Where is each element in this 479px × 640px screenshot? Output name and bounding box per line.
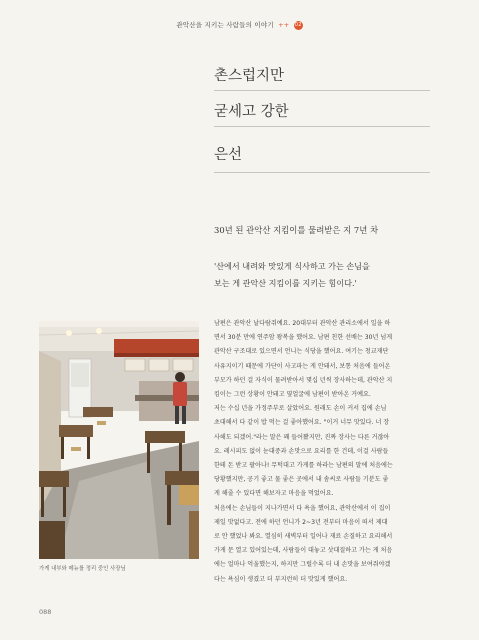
body-line: 초대해서 다 같이 밥 먹는 걸 좋아했어요. "이거 너무 맛있다. 너 장 — [214, 419, 390, 427]
body-line: 사유지이기 때문에 가단이 사고파는 게 안돼서, 보통 처음에 들어온 — [214, 362, 391, 370]
body-text — [214, 317, 438, 587]
body-line: 남편은 관악산 날다람쥐예요. 20대부터 관악산 관리소에서 일을 하 — [214, 320, 391, 327]
body-line: 저는 수십 년을 가정주부로 살았어요. 원래도 손이 커서 집에 손님 — [214, 405, 387, 413]
body-line: 면서 30분 만에 연주암 왕복을 했어요. 남편 친한 선배는 30년 넘게 — [214, 334, 393, 342]
page-number: 088 — [39, 608, 52, 616]
body-line: 에는 얼마나 억울했는지, 하지만 그럴수록 더 내 손맛을 보여줘야겠 — [214, 561, 391, 569]
body-line: 로 안 했었나 봐요. 열심히 새벽부터 일어나 재료 손질하고 요리해서 — [214, 533, 393, 541]
quote-line: '산에서 내려와 맛있게 식사하고 가는 손님을 — [214, 261, 370, 271]
body-line: 처음에는 손님들이 지나가면서 다 욕을 했어요, 관악산에서 이 집이 — [214, 504, 391, 512]
subtitle: 30년 된 관악산 지킴이를 물려받은 지 7년 차 — [214, 225, 379, 235]
title-line-2: 굳세고 강한 — [214, 100, 430, 127]
body-line: 부모가 하던 걸 자식이 물려받아서 몇십 년씩 장사하는데, 관악산 지 — [214, 376, 393, 384]
photo-caption: 가게 내부와 메뉴를 정리 중인 사장님 — [39, 566, 126, 572]
restaurant-photo — [39, 321, 199, 559]
body-line: 다는 욕심이 생겼고 더 부지런히 더 맛있게 했어요. — [214, 575, 348, 583]
pull-quote — [214, 258, 444, 292]
chapter-badge: 02 — [294, 21, 302, 28]
body-line: 제일 맛없다고. 전에 하던 언니가 2~3년 전부터 마음이 떠서 제대 — [214, 518, 388, 526]
body-line: 사해도 되겠어."라는 말은 꽤 들어봤지만, 진짜 장사는 다른 거잖아 — [214, 433, 390, 441]
body-line: 가게 문 열고 있어있는데, 사람들이 대놓고 삿대질하고 가는 게 처음 — [214, 547, 393, 555]
body-line: 게 해줄 수 있다면 해보자고 마음을 먹었어요. — [214, 490, 334, 498]
quote-line: 보는 게 관악산 지킴이를 지키는 힘이다.' — [214, 278, 357, 288]
body-line: 당황했지만, 공기 좋고 물 좋은 곳에서 내 솜씨로 사람들 기분도 좋 — [214, 476, 389, 484]
body-line: 한테 돈 받고 팔아나! 무턱대고 가게를 하라는 남편의 말에 처음에는 — [214, 462, 393, 470]
body-line: 요. 레시피도 없이 눈대중과 손맛으로 요리를 한 건데, 이걸 사람들 — [214, 447, 389, 455]
body-line: 관악산 구조대로 있으면서 언니는 식당을 했어요. 여기는 청교재단 — [214, 348, 389, 356]
author-name: 은선 — [214, 143, 430, 173]
header-dots: ++ — [278, 21, 290, 29]
title-line-1: 촌스럽지만 — [214, 64, 430, 91]
body-line: 킴이는 그런 상황이 안돼고 옆얼굴에 남편이 받아온 거예요. — [214, 391, 371, 399]
running-title: 관악산을 지키는 사람들의 이야기 — [176, 21, 274, 29]
article-title — [214, 64, 430, 136]
running-header — [0, 20, 479, 30]
